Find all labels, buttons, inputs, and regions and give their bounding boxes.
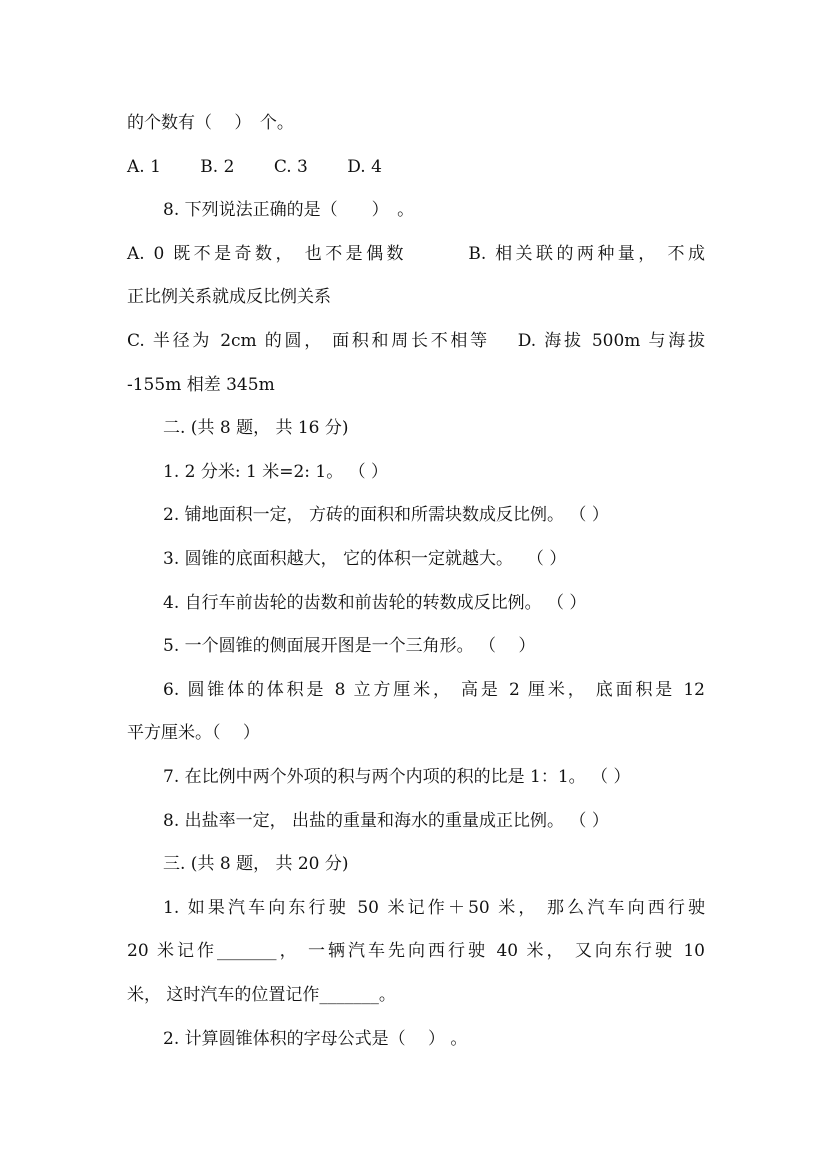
question: 1. 2 分米: 1 米=2: 1。 （ ） (163, 461, 389, 482)
question: 2. 铺地面积一定， 方砖的面积和所需块数成反比例。 （ ） (163, 505, 609, 526)
question: 3. 圆锥的底面积越大， 它的体积一定就越大。 （ ） (163, 549, 567, 569)
question: 2. 计算圆锥体积的字母公式是（ ） 。 (163, 1028, 468, 1049)
option-line: -155m 相差 345m (127, 374, 275, 395)
option-line: 正比例关系就成反比例关系 (127, 287, 331, 308)
section-heading: 三. (共 8 题， 共 20 分) (163, 854, 349, 875)
question: 8. 出盐率一定， 出盐的重量和海水的重量成正比例。 （ ） (163, 810, 609, 831)
section-heading: 二. (共 8 题， 共 16 分) (163, 418, 349, 439)
options-line: A. 1 B. 2 C. 3 D. 4 (127, 156, 382, 177)
question: 7. 在比例中两个外项的积与两个内项的积的比是 1：1。 （ ） (163, 767, 631, 787)
question: 1. 如果汽车向东行驶 50 米记作＋50 米， 那么汽车向西行驶 (163, 897, 705, 918)
question-8: 8. 下列说法正确的是（ ） 。 (163, 200, 415, 221)
question: 20 米记作_______， 一辆汽车先向西行驶 40 米， 又向东行驶 10 (127, 941, 705, 962)
question: 5. 一个圆锥的侧面展开图是一个三角形。 （ ） (163, 636, 536, 657)
text-line: 的个数有（ ） 个。 (127, 113, 294, 133)
question: 6. 圆锥体的体积是 8 立方厘米， 高是 2 厘米， 底面积是 12 (163, 679, 705, 700)
option-line: C. 半径为 2cm 的圆， 面积和周长不相等 D. 海拔 500m 与海拔 (127, 331, 705, 351)
question: 4. 自行车前齿轮的齿数和前齿轮的转数成反比例。 （ ） (163, 592, 587, 613)
option-line: A. 0 既不是奇数， 也不是偶数 B. 相关联的两种量， 不成 (127, 243, 705, 264)
question: 米， 这时汽车的位置记作_______。 (127, 985, 396, 1005)
question: 平方厘米。（ ） (127, 723, 260, 744)
